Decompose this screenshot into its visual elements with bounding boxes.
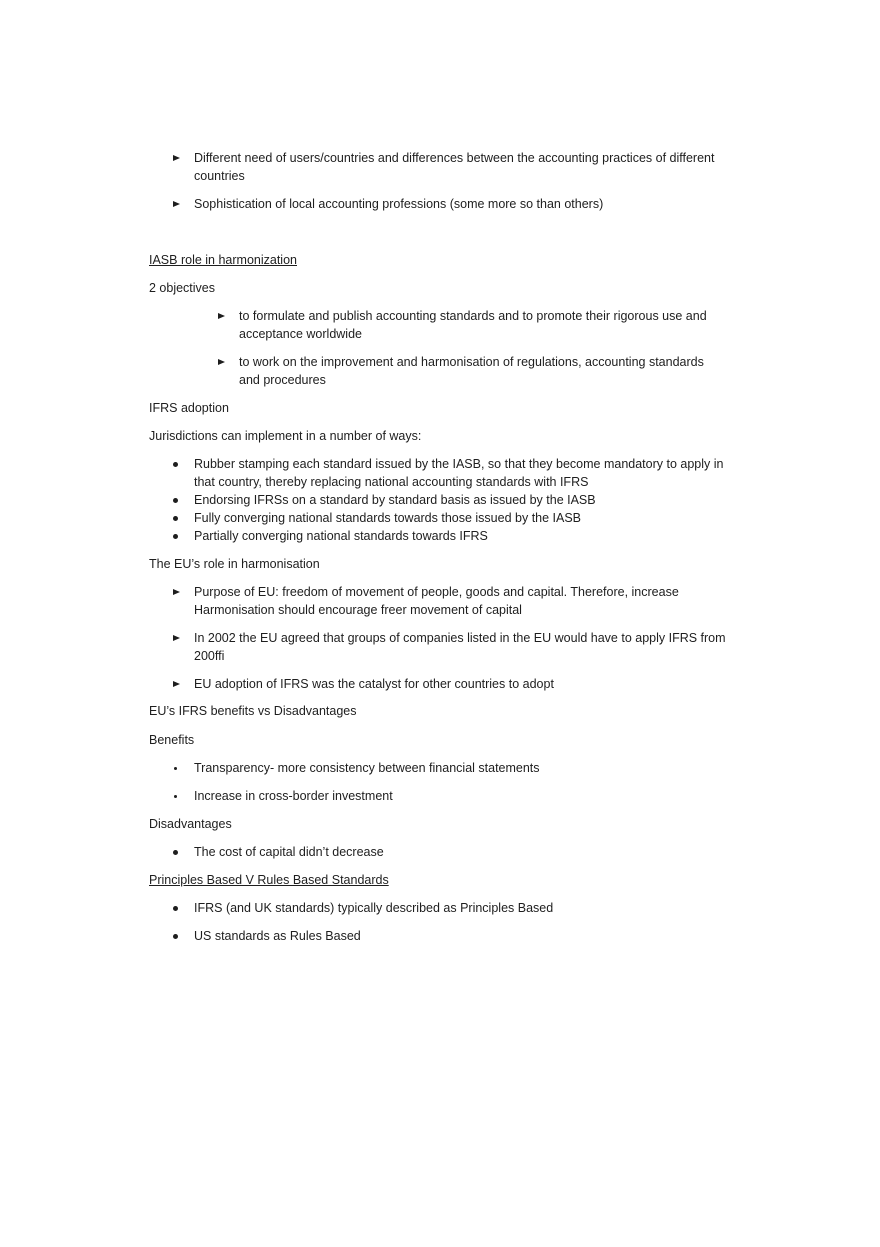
benefit-1: Transparency- more consistency between financial statements — [194, 761, 540, 775]
arrow-bullet-icon — [170, 583, 182, 601]
bullet-dot-icon — [169, 509, 181, 527]
objective-1-line-2: acceptance worldwide — [239, 327, 362, 341]
arrow-bullet-icon — [170, 149, 182, 167]
bullet-dot-icon — [169, 927, 181, 945]
eu-point-2-line-1: In 2002 the EU agreed that groups of companies listed in the EU would have to apply IFRS from — [194, 631, 726, 645]
way-1-line-1: Rubber stamping each standard issued by the IASB, so that they become mandatory to apply in — [194, 457, 724, 471]
arrow-bullet-icon — [170, 675, 182, 693]
eu-benefits-heading: EU’s IFRS benefits vs Disadvantages — [149, 704, 357, 718]
disadvantages-label: Disadvantages — [149, 817, 232, 831]
way-4: Partially converging national standards towards IFRS — [194, 529, 488, 543]
principles-item-1: IFRS (and UK standards) typically described as Principles Based — [194, 901, 554, 915]
principles-item-2: US standards as Rules Based — [194, 929, 361, 943]
benefit-2: Increase in cross-border investment — [194, 789, 393, 803]
objective-2-line-2: and procedures — [239, 373, 326, 387]
eu-point-3: EU adoption of IFRS was the catalyst for other countries to adopt — [194, 677, 554, 691]
eu-role-heading: The EU’s role in harmonisation — [149, 557, 320, 571]
bullet-dot-icon — [169, 491, 181, 509]
disadvantage-1: The cost of capital didn’t decrease — [194, 845, 384, 859]
arrow-bullet-icon — [170, 195, 182, 213]
intro-bullet-1-line-2: countries — [194, 169, 245, 183]
arrow-bullet-icon — [215, 353, 227, 371]
iasb-subheading: 2 objectives — [149, 281, 216, 295]
bullet-dot-icon — [169, 787, 181, 805]
intro-bullet-2: Sophistication of local accounting professions (some more so than others) — [194, 197, 604, 211]
principles-heading: Principles Based V Rules Based Standards — [149, 873, 389, 887]
arrow-bullet-icon — [170, 629, 182, 647]
arrow-bullet-icon — [215, 307, 227, 325]
ifrs-adoption-intro: Jurisdictions can implement in a number of ways: — [149, 429, 422, 443]
bullet-dot-icon — [169, 759, 181, 777]
intro-bullet-1-line-1: Different need of users/countries and differences between the accounting practices of different — [194, 151, 715, 165]
bullet-dot-icon — [169, 455, 181, 473]
way-3: Fully converging national standards towards those issued by the IASB — [194, 511, 582, 525]
eu-point-2-line-2: 200ffi — [194, 649, 225, 663]
iasb-heading: IASB role in harmonization — [149, 253, 297, 267]
way-1-line-2: that country, thereby replacing national accounting standards with IFRS — [194, 475, 589, 489]
eu-point-1-line-2: Harmonisation should encourage freer movement of capital — [194, 603, 522, 617]
eu-point-1-line-1: Purpose of EU: freedom of movement of people, goods and capital. Therefore, increase — [194, 585, 679, 599]
bullet-dot-icon — [169, 843, 181, 861]
benefits-label: Benefits — [149, 733, 195, 747]
ifrs-adoption-heading: IFRS adoption — [149, 401, 229, 415]
objective-1-line-1: to formulate and publish accounting standards and to promote their rigorous use and — [239, 309, 707, 323]
bullet-dot-icon — [169, 527, 181, 545]
bullet-dot-icon — [169, 899, 181, 917]
objective-2-line-1: to work on the improvement and harmonisation of regulations, accounting standards — [239, 355, 704, 369]
way-2: Endorsing IFRSs on a standard by standard basis as issued by the IASB — [194, 493, 596, 507]
